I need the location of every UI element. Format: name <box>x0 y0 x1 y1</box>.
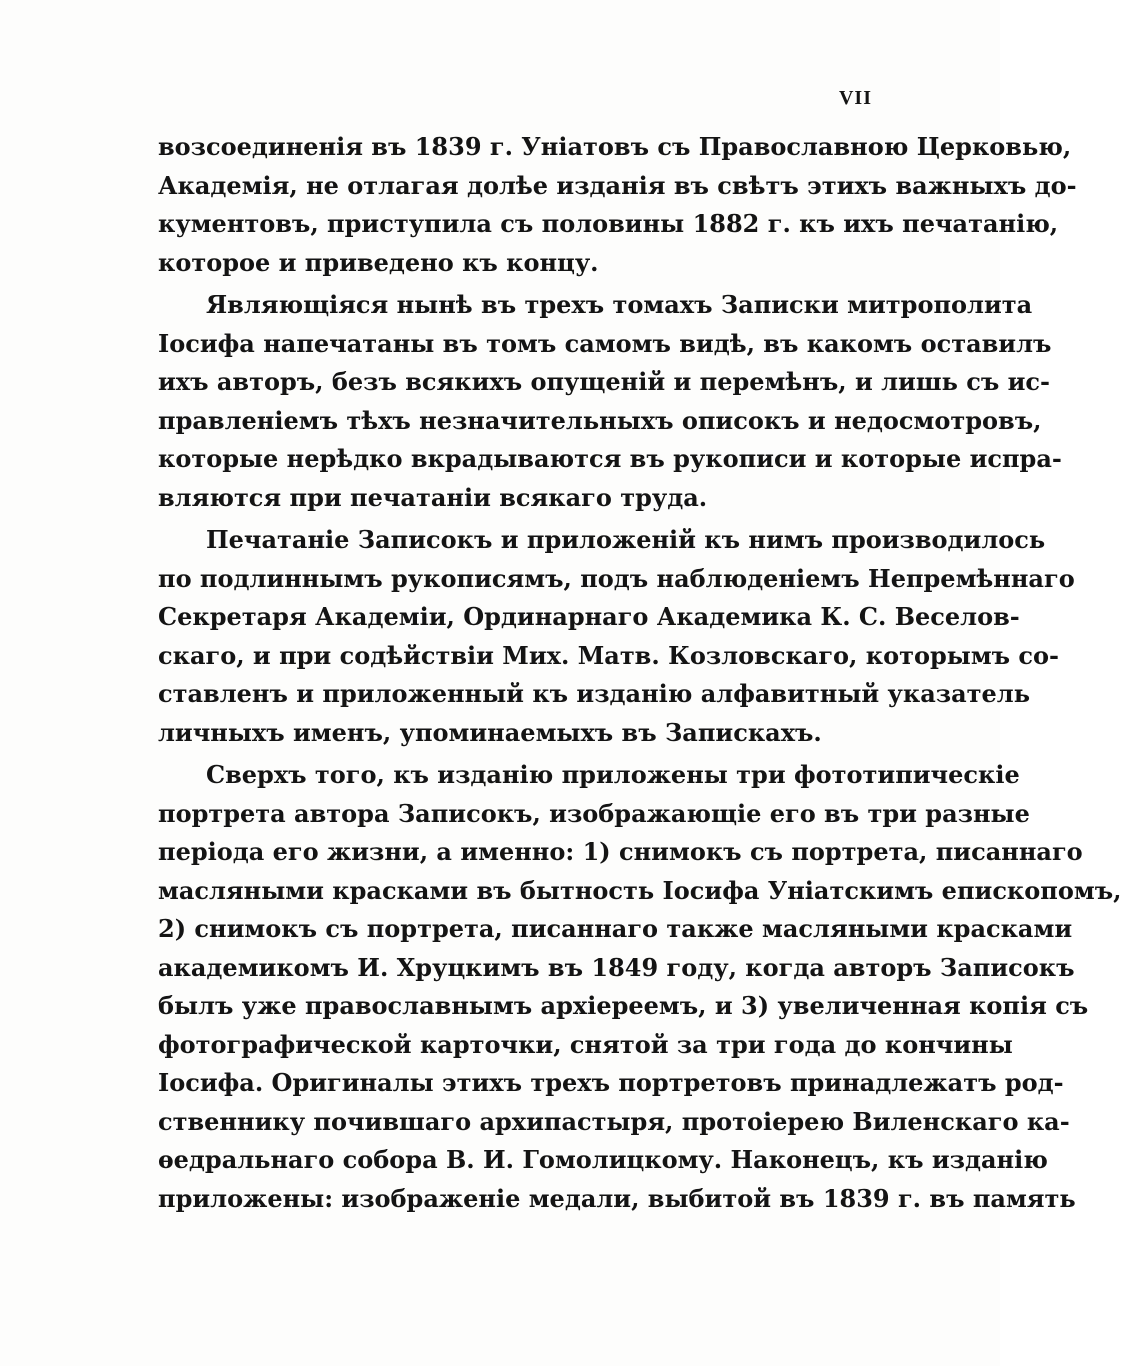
text-line: которые нерѣдко вкрадываются въ рукописи и которые испра- <box>158 444 1062 473</box>
text-line: Академія, не отлагая долѣе изданія въ свѣтъ этихъ важныхъ до- <box>158 170 1077 200</box>
text-line: фотографической карточки, снятой за три года до кончины <box>158 1029 1013 1059</box>
text-line: Сверхъ того, къ изданію приложены три фототипическіе <box>206 760 1020 789</box>
text-line: ѳедральнаго собора В. И. Гомолицкому. Наконецъ, къ изданію <box>158 1145 1048 1174</box>
text-line: масляными красками въ бытность Іосифа Уніатскимъ епископомъ, <box>158 875 1121 905</box>
text-line: приложены: изображеніе медали, выбитой въ 1839 г. въ память <box>158 1183 1076 1213</box>
text-line: періода его жизни, а именно: 1) снимокъ съ портрета, писаннаго <box>158 837 1083 866</box>
text-line: личныхъ именъ, упоминаемыхъ въ Запискахъ. <box>158 717 822 747</box>
text-line: по подлиннымъ рукописямъ, подъ наблюденіемъ Непремѣннаго <box>158 563 1075 593</box>
paragraph <box>158 756 1121 1218</box>
page-number: VII <box>838 87 872 109</box>
text-line: ихъ авторъ, безъ всякихъ опущеній и перемѣнъ, и лишь съ ис- <box>158 367 1051 396</box>
text-line: портрета автора Записокъ, изображающіе его въ три разные <box>158 798 1030 828</box>
paragraph <box>158 521 1075 752</box>
text-line: академикомъ И. Хруцкимъ въ 1849 году, когда авторъ Записокъ <box>158 952 1075 982</box>
paragraph <box>158 128 1077 282</box>
text-line: Секретаря Академіи, Ординарнаго Академика К. С. Веселов- <box>158 602 1020 631</box>
text-line: Печатаніе Записокъ и приложеній къ нимъ производилось <box>206 525 1046 554</box>
body-text <box>158 128 1121 1218</box>
text-line: ставленъ и приложенный къ изданію алфавитный указатель <box>158 679 1030 708</box>
text-line: кументовъ, приступила съ половины 1882 г. къ ихъ печатанію, <box>158 209 1059 238</box>
text-line: возсоединенія въ 1839 г. Уніатовъ съ Православною Церковью, <box>158 132 1072 161</box>
text-line: ственнику почившаго архипастыря, протоіерею Виленскаго ка- <box>158 1106 1070 1136</box>
text-line: Іосифа напечатаны въ томъ самомъ видѣ, въ какомъ оставилъ <box>158 328 1052 358</box>
text-line: которое и приведено къ концу. <box>158 247 599 277</box>
text-line: вляются при печатаніи всякаго труда. <box>158 482 708 512</box>
paragraph <box>158 286 1062 517</box>
text-line: скаго, и при содѣйствіи Мих. Матв. Козловскаго, которымъ со- <box>158 640 1060 670</box>
text-line: былъ уже православнымъ архіереемъ, и 3) увеличенная копія съ <box>158 991 1089 1020</box>
text-line: Являющіяся нынѣ въ трехъ томахъ Записки митрополита <box>206 290 1033 319</box>
text-line: Іосифа. Оригиналы этихъ трехъ портретовъ принадлежатъ род- <box>158 1068 1064 1097</box>
text-line: правленіемъ тѣхъ незначительныхъ описокъ и недосмотровъ, <box>158 405 1042 435</box>
text-line: 2) снимокъ съ портрета, писаннаго также масляными красками <box>158 914 1073 943</box>
